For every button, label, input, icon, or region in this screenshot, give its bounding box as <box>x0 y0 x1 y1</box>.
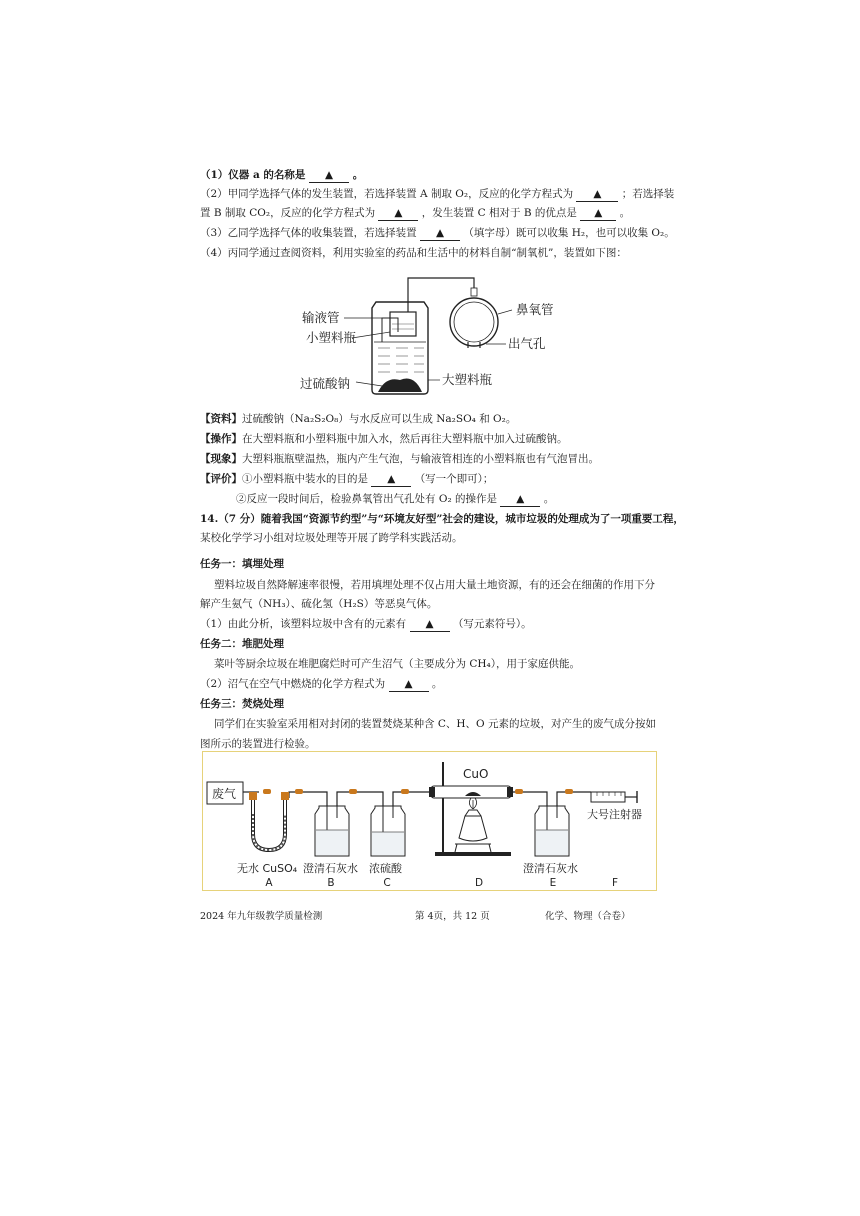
q14-task1-para1: 塑料垃圾自然降解速率很慢，若用填埋处理不仅占用大量土地资源，有的还会在细菌的作用下分 <box>214 579 655 591</box>
label-conc-sulfuric-acid: 浓硫酸 <box>369 862 402 875</box>
q13-evaluation-2: ②反应一段时间后，检验鼻氧管出气孔处有 O₂ 的操作是 ▲ 。 <box>236 493 555 505</box>
label-cuo: CuO <box>463 767 489 781</box>
water-lines <box>378 348 424 372</box>
answer-blank[interactable]: ▲ <box>410 617 450 632</box>
q13-sub2-line2: 置 B 制取 CO₂，反应的化学方程式为 ▲ ，发生装置 C 相对于 B 的优点是 ▲ 。 <box>200 207 631 219</box>
label-sodium-persulfate: 过硫酸钠 <box>300 376 351 391</box>
q14-intro-line2: 某校化学学习小组对垃圾处理等开展了跨学科实践活动。 <box>200 532 463 544</box>
hard-glass-tube <box>431 786 511 798</box>
q13-phenomenon: 【现象】大塑料瓶瓶壁温热，瓶内产生气泡，与输液管相连的小塑料瓶也有气泡冒出。 <box>200 453 599 465</box>
answer-blank[interactable]: ▲ <box>580 206 616 221</box>
answer-blank[interactable]: ▲ <box>309 168 349 183</box>
footer-page-number: 第 4页，共 12 页 <box>415 911 490 922</box>
iron-stand-base <box>435 852 511 856</box>
q14-task2-para: 菜叶等厨余垃圾在堆肥腐烂时可产生沼气（主要成分为 CH₄），用于家庭供能。 <box>214 658 580 670</box>
q14-task1-para2: 解产生氨气（NH₃）、硫化氢（H₂S）等恶臭气体。 <box>200 598 438 610</box>
answer-blank[interactable]: ▲ <box>389 677 429 692</box>
q13-sub3: （3）乙同学选择气体的收集装置，若选择装置 ▲ （填字母）既可以收集 H₂，也可以收集 O₂。 <box>200 227 675 239</box>
label-outlet: 出气孔 <box>508 336 546 351</box>
q13-sub1: （1）仪器 a 的名称是 ▲ 。 <box>200 169 364 181</box>
label-syringe: 大号注射器 <box>587 808 642 821</box>
nasal-oxygen-tube <box>450 298 498 346</box>
waste-gas-apparatus-diagram <box>203 752 655 889</box>
q14-task3-para2: 图所示的装置进行检验。 <box>200 738 316 750</box>
q13-info: 【资料】过硫酸钠（Na₂S₂O₈）与水反应可以生成 Na₂SO₄ 和 O₂。 <box>200 413 517 425</box>
letter-c: C <box>383 877 391 889</box>
answer-blank[interactable]: ▲ <box>576 187 618 202</box>
footer-subject: 化学、物理（合卷） <box>545 911 631 922</box>
q14-intro-line1: 14.（7 分）随着我国“资源节约型”与“环境友好型”社会的建设，城市垃圾的处理成为了一项重要工程， <box>200 513 684 525</box>
label-nasal-tube: 鼻氧管 <box>516 302 554 317</box>
letter-d: D <box>474 877 484 889</box>
u-tube-a <box>253 798 285 850</box>
answer-blank[interactable]: ▲ <box>420 226 460 241</box>
answer-blank[interactable]: ▲ <box>500 492 540 507</box>
label-waste-gas: 废气 <box>212 787 237 801</box>
alcohol-lamp <box>459 816 487 841</box>
answer-blank[interactable]: ▲ <box>371 472 411 487</box>
letter-f: F <box>611 877 619 889</box>
footer-exam-title: 2024 年九年级教学质量检测 <box>200 911 323 922</box>
q13-evaluation-1: 【评价】①小塑料瓶中装水的目的是 ▲ （写一个即可）； <box>200 473 494 485</box>
q14-task1-heading: 任务一：填埋处理 <box>200 558 284 570</box>
oxygen-generator-diagram <box>290 272 590 402</box>
q14-q2: （2）沼气在空气中燃烧的化学方程式为 ▲ 。 <box>200 678 443 690</box>
answer-blank[interactable]: ▲ <box>378 206 418 221</box>
q13-sub4: （4）丙同学通过查阅资料，利用实验室的药品和生活中的材料自制“制氧机”，装置如下图： <box>200 247 627 259</box>
q14-task3-heading: 任务三：焚烧处理 <box>200 698 284 710</box>
letter-e: E <box>549 877 557 889</box>
infusion-tube <box>408 278 474 312</box>
label-anhydrous-cuso4: 无水 CuSO₄ <box>237 862 298 875</box>
label-limewater-e: 澄清石灰水 <box>523 862 578 875</box>
label-limewater-b: 澄清石灰水 <box>303 862 358 875</box>
large-syringe <box>591 792 625 802</box>
sodium-persulfate-solid <box>378 379 422 393</box>
letter-b: B <box>327 877 335 889</box>
q14-q1: （1）由此分析，该塑料垃圾中含有的元素有 ▲ （写元素符号）。 <box>200 618 532 630</box>
label-big-bottle: 大塑料瓶 <box>442 372 493 387</box>
label-infusion-tube: 输液管 <box>302 310 340 325</box>
connecting-tubes <box>243 792 591 806</box>
letter-a: A <box>265 877 273 889</box>
q14-task2-heading: 任务二：堆肥处理 <box>200 638 284 650</box>
q13-sub2-line1: （2）甲同学选择气体的发生装置，若选择装置 A 制取 O₂，反应的化学方程式为 ▲ ；若选择装 <box>200 188 675 200</box>
q13-operation: 【操作】在大塑料瓶和小塑料瓶中加入水，然后再往大塑料瓶中加入过硫酸钠。 <box>200 433 568 445</box>
label-small-bottle: 小塑料瓶 <box>306 330 357 345</box>
q14-task3-para1: 同学们在实验室采用相对封闭的装置焚烧某种含 C、H、O 元素的垃圾，对产生的废气成分按如 <box>214 718 656 730</box>
